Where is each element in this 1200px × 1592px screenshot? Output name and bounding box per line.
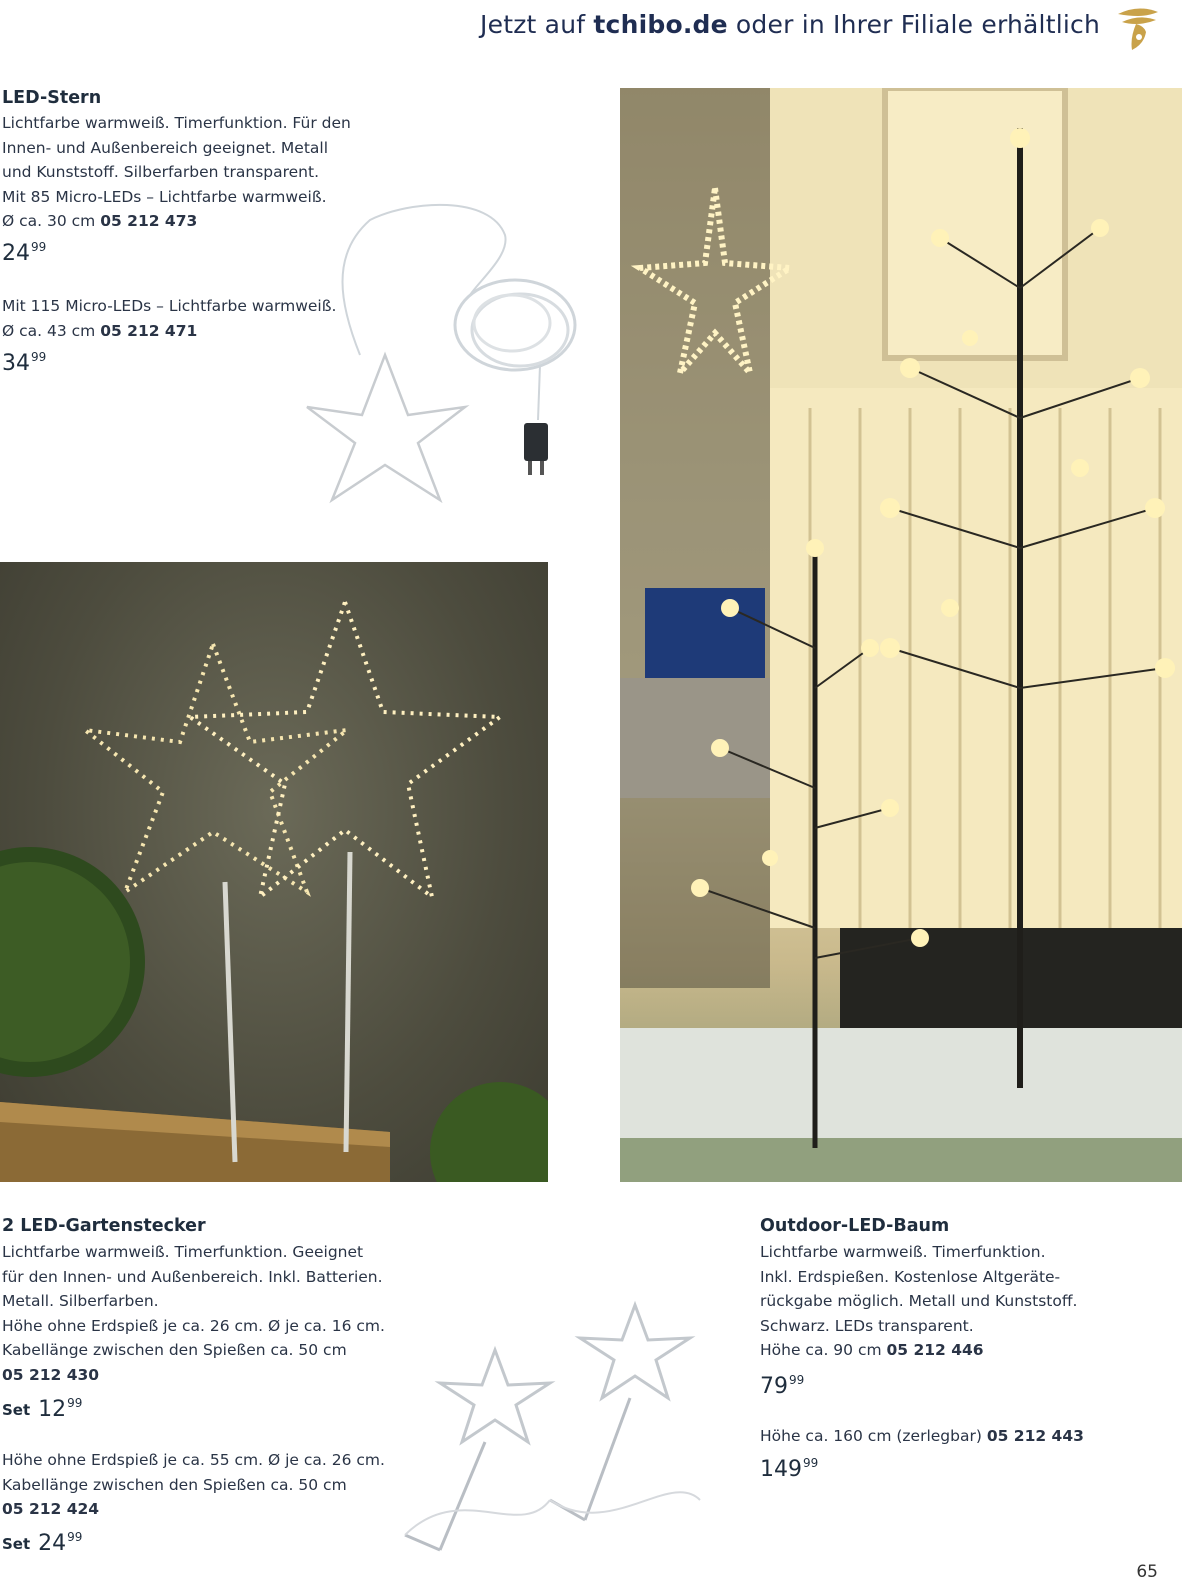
price-main: 24 xyxy=(38,1531,67,1556)
baum-desc-line: rückgabe möglich. Metall und Kunststoff. xyxy=(760,1292,1078,1310)
price xyxy=(2,1530,82,1556)
header-text-before: Jetzt auf xyxy=(480,10,586,39)
article-number: 05 212 443 xyxy=(986,1427,1084,1445)
led-stern-desc-line: und Kunststoff. Silberfarben transparent. xyxy=(2,163,320,181)
price-cents: 99 xyxy=(803,1456,819,1470)
outdoor-tree-photo xyxy=(620,88,1182,1182)
article-number xyxy=(2,1363,385,1388)
price xyxy=(2,240,46,266)
price xyxy=(760,1373,804,1399)
price xyxy=(2,350,46,376)
tchibo-logo-icon xyxy=(1112,4,1162,52)
set-label: Set xyxy=(2,1401,31,1419)
article-number: 05 212 446 xyxy=(886,1341,984,1359)
article-number xyxy=(2,1497,385,1522)
article-number: 05 212 471 xyxy=(100,321,198,340)
availability-header xyxy=(480,10,1100,39)
page-number: 65 xyxy=(1136,1562,1158,1582)
set-label: Set xyxy=(2,1535,31,1553)
gartenstecker-title: 2 LED-Gartenstecker xyxy=(2,1216,206,1236)
article-number: 05 212 473 xyxy=(100,212,198,230)
baum-desc-line: Inkl. Erdspießen. Kostenlose Altgeräte- xyxy=(760,1267,1061,1286)
gartenstecker-desc-line: Metall. Silberfarben. xyxy=(2,1292,159,1310)
variant-line: Mit 115 Micro-LEDs – Lichtfarbe warmweiß. xyxy=(2,297,337,315)
variant-size: Höhe ca. 90 cm xyxy=(760,1341,882,1359)
led-stern-desc-line: Lichtfarbe warmweiß. Timerfunktion. Für den xyxy=(2,114,351,132)
price-cents: 99 xyxy=(31,240,47,254)
price-cents: 99 xyxy=(67,1530,83,1544)
variant-size-article xyxy=(2,209,351,234)
led-stern-variant-2 xyxy=(2,294,336,343)
gartenstecker-variant-2 xyxy=(2,1448,385,1522)
price xyxy=(2,1396,82,1422)
variant-size: Höhe ca. 160 cm (zerlegbar) xyxy=(760,1427,982,1445)
tchibo-link[interactable]: tchibo.de xyxy=(593,10,728,39)
variant-size-article xyxy=(760,1338,1077,1363)
article-number-value: 05 212 424 xyxy=(2,1500,100,1518)
variant-size-article xyxy=(2,319,336,344)
price-main: 79 xyxy=(760,1374,788,1399)
price-main: 149 xyxy=(760,1457,802,1482)
variant-line: Kabellänge zwischen den Spießen ca. 50 cm xyxy=(2,1475,347,1494)
garden-stars-photo-art xyxy=(0,562,548,1182)
garden-stars-photo xyxy=(0,562,548,1182)
led-stern-desc-line: Innen- und Außenbereich geeignet. Metall xyxy=(2,138,329,157)
gartenstecker-desc-line: für den Innen- und Außenbereich. Inkl. Batterien. xyxy=(2,1267,383,1286)
variant-line: Kabellänge zwischen den Spießen ca. 50 cm xyxy=(2,1341,347,1359)
baum-desc-line: Schwarz. LEDs transparent. xyxy=(760,1316,974,1335)
variant-line: Höhe ohne Erdspieß je ca. 55 cm. Ø je ca. 26 cm. xyxy=(2,1451,385,1469)
variant-size-article xyxy=(760,1424,1084,1449)
baum-desc-line: Lichtfarbe warmweiß. Timerfunktion. xyxy=(760,1243,1046,1261)
variant-size: Ø ca. 43 cm xyxy=(2,321,96,340)
outdoor-tree-photo-art xyxy=(620,88,1182,1182)
price xyxy=(760,1456,818,1482)
gartenstecker-description xyxy=(2,1240,385,1387)
variant-line: Höhe ohne Erdspieß je ca. 26 cm. Ø je ca. 16 cm. xyxy=(2,1316,385,1335)
price-main: 24 xyxy=(2,241,30,266)
article-number-value: 05 212 430 xyxy=(2,1365,100,1384)
baum-description xyxy=(760,1240,1077,1363)
price-cents: 99 xyxy=(789,1373,805,1387)
garden-stakes-product-image xyxy=(380,1300,710,1570)
led-star-product-image xyxy=(300,195,600,515)
price-main: 34 xyxy=(2,351,30,376)
baum-title: Outdoor-LED-Baum xyxy=(760,1216,950,1236)
price-main: 12 xyxy=(38,1397,67,1422)
led-stern-title: LED-Stern xyxy=(2,88,102,108)
variant-size: Ø ca. 30 cm xyxy=(2,212,96,230)
baum-variant-2 xyxy=(760,1424,1084,1449)
header-text-after: oder in Ihrer Filiale erhältlich xyxy=(735,10,1100,39)
variant-line: Mit 85 Micro-LEDs – Lichtfarbe warmweiß. xyxy=(2,187,327,206)
led-stern-description xyxy=(2,111,351,234)
gartenstecker-desc-line: Lichtfarbe warmweiß. Timerfunktion. Geeignet xyxy=(2,1243,364,1261)
price-cents: 99 xyxy=(67,1396,83,1410)
price-cents: 99 xyxy=(31,350,47,364)
